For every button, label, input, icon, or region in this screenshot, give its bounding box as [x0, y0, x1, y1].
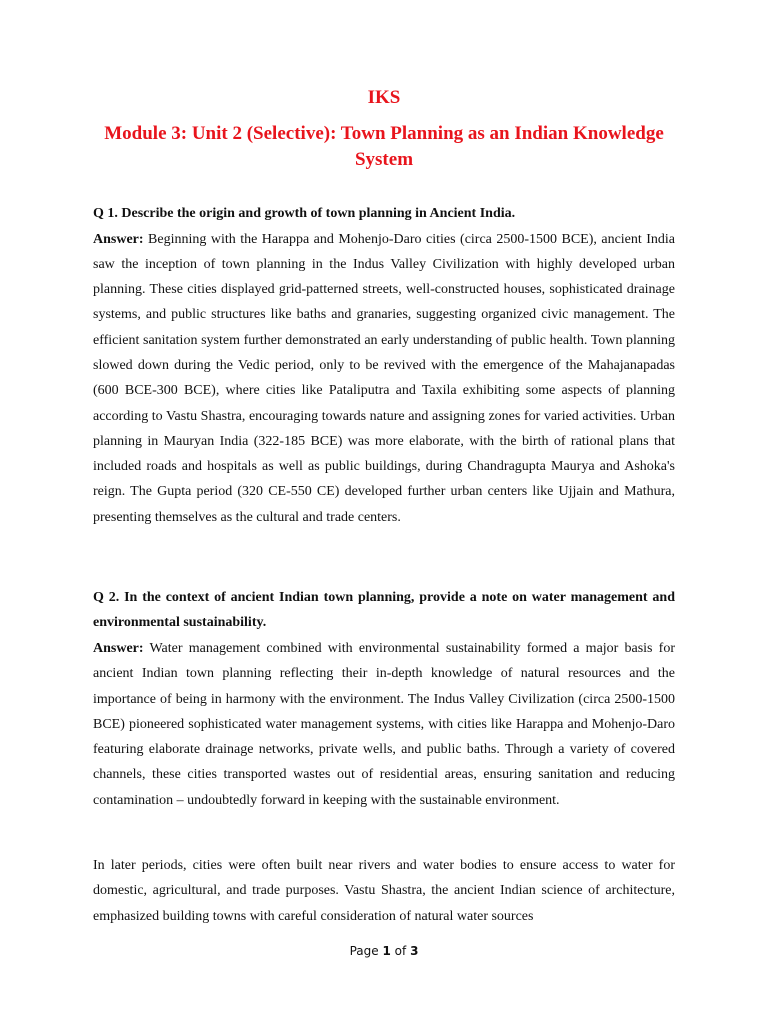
document-title: IKS: [367, 87, 401, 108]
answer-1: [93, 227, 675, 531]
module-heading: Module 3: Unit 2 (Selective): Town Planning as an Indian Knowledge System: [104, 123, 664, 170]
page-footer: [0, 944, 768, 958]
answer-1-label: Answer:: [93, 231, 144, 247]
answer-2-text: Water management combined with environmental sustainability formed a major basis for ancient Indian town planning reflecting their in-depth knowledge of natural resources and the importance of being in harmony with the environment. The Indus Valley Civilization (circa 2500-1500 BCE) pioneered sophisticated water management systems, with cities like Harappa and Mohenjo-Daro featuring elaborate drainage networks, private wells, and public baths. Through a variety of covered channels, these cities transported wastes out of residential areas, ensuring sanitation and reducing contamination – undoubtedly forward in keeping with the sustainable environment.: [93, 641, 675, 808]
footer-of-word: of: [394, 944, 407, 958]
footer-current-page: 1: [382, 944, 391, 958]
answer-2-paragraph-2: In later periods, cities were often built near rivers and water bodies to ensure access to water for domestic, agricultural, and trade purposes. Vastu Shastra, the ancient Indian science of architecture, emphasized building towns with careful consideration of natural water sources: [93, 858, 675, 924]
footer-total-pages: 3: [410, 944, 419, 958]
answer-2: [93, 636, 675, 813]
answer-2-label: Answer:: [93, 641, 144, 656]
question-2: Q 2. In the context of ancient Indian town planning, provide a note on water management and environmental sustainability.: [93, 590, 675, 631]
question-1: Q 1. Describe the origin and growth of town planning in Ancient India.: [93, 206, 516, 221]
answer-1-text: Beginning with the Harappa and Mohenjo-Daro cities (circa 2500-1500 BCE), ancient India saw the inception of town planning in the Indus Valley Civilization with highly developed urban planning. These cities displayed grid-patterned streets, well-constructed houses, sophisticated drainage systems, and public structures like baths and granaries, suggesting organized civic management. The efficient sanitation system further demonstrated an early understanding of public health. Town planning slowed down during the Vedic period, only to be revived with the emergence of the Mahajanapadas (600 BCE-300 BCE), where cities like Pataliputra and Taxila exhibiting some aspects of planning according to Vastu Shastra, encouraging towards nature and assigning zones for varied activities. Urban planning in Mauryan India (322-185 BCE) was more elaborate, with the birth of rational plans that included roads and hospitals as well as public buildings, during Chandragupta Maurya and Ashoka's reign. The Gupta period (320 CE-550 CE) developed further urban centers like Ujjain and Mathura, presenting themselves as the cultural and trade centers.: [93, 231, 676, 525]
footer-page-word: Page: [349, 944, 379, 958]
